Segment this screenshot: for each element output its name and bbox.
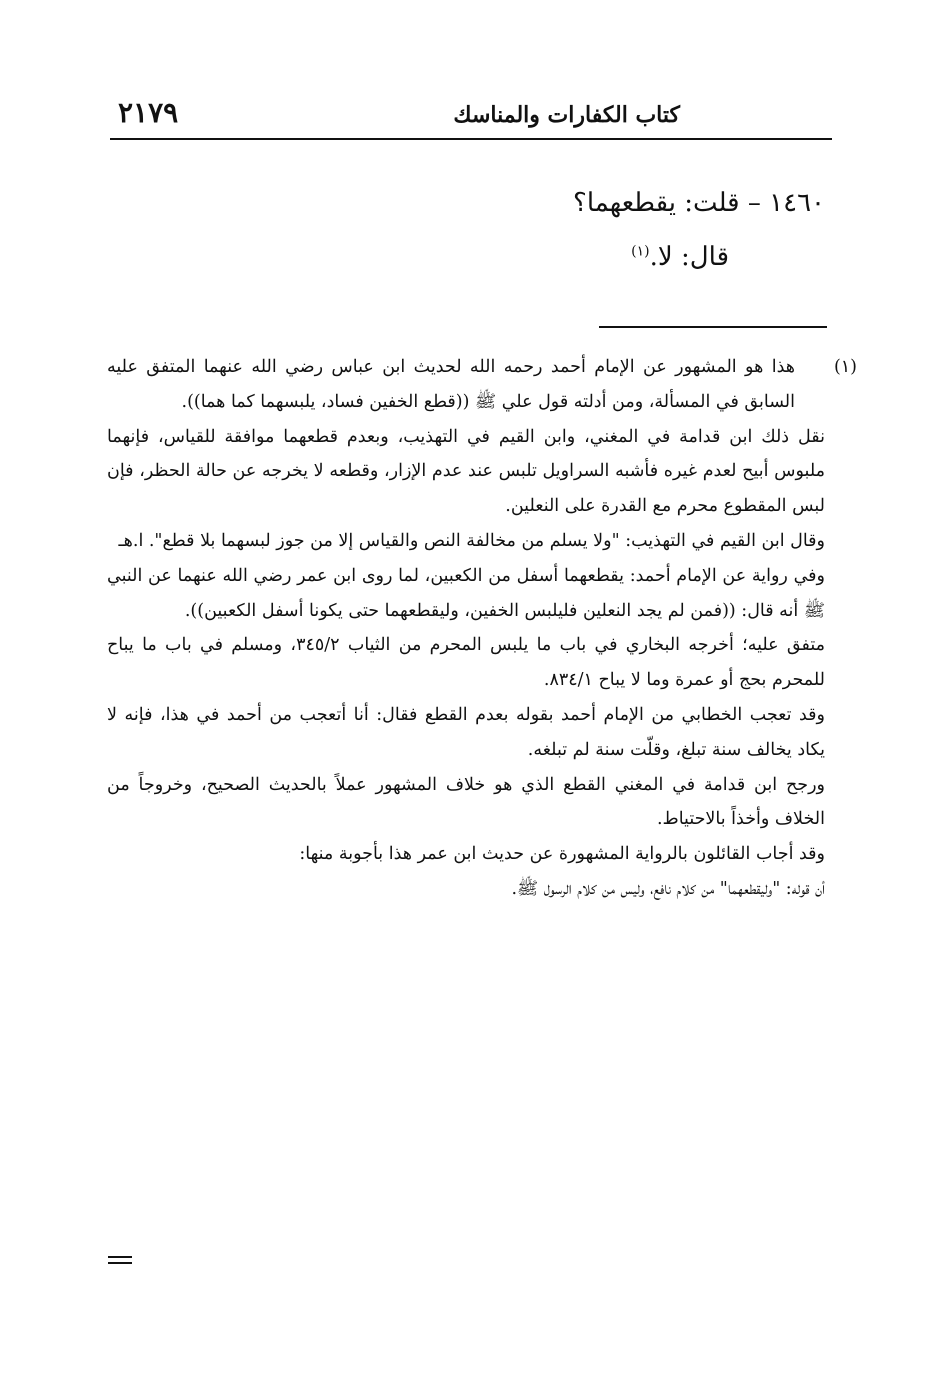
issue-answer-text: قال: لا. <box>649 242 729 272</box>
continuation-mark <box>108 1256 132 1266</box>
footnote-paragraph: هذا هو المشهور عن الإمام أحمد رحمه الله لحديث ابن عباس رضي الله عنهما المتفق عليه السابق في المسألة، ومن أدلته قول علي ﷺ ((قطع الخفين فساد، يلبسهما كما هما)). <box>107 357 795 412</box>
footnote-paragraph: أن قوله: "وليقطعهما" من كلام نافع، وليس من كلام الرسول ﷺ. <box>511 878 825 899</box>
issue-entry <box>265 180 825 280</box>
footnote-paragraph: متفق عليه؛ أخرجه البخاري في باب ما يلبس المحرم من الثياب ٣٤٥/٢، ومسلم في باب ما يباح للمحرم بحج أو عمرة وما لا يباح ٨٣٤/١. <box>107 635 825 691</box>
footnote-paragraph: وفي رواية عن الإمام أحمد: يقطعهما أسفل من الكعبين، لما روى ابن عمر رضي الله عنهما عن النبي ﷺ أنه قال: ((فمن لم يجد النعلين فليلبس الخفين، وليقطعهما حتى يكونا أسفل الكعبين)). <box>107 565 825 621</box>
header-rule <box>110 138 832 140</box>
footnote-separator <box>599 326 827 328</box>
running-header-title: كتاب الكفارات والمناسك <box>453 102 680 128</box>
footnote-paragraph: وقد تعجب الخطابي من الإمام أحمد بقوله بعدم القطع فقال: أنا أتعجب من أحمد في هذا، فإنه لا يكاد يخالف سنة تبلغ، وقلّت سنة لم تبلغه. <box>107 704 825 760</box>
footnote-1 <box>107 350 857 420</box>
issue-question: ١٤٦٠ – قلت: يقطعهما؟ <box>573 188 825 218</box>
footnote-paragraph: ورجح ابن قدامة في المغني القطع الذي هو خلاف المشهور عملاً بالحديث الصحيح، وخروجاً من الخلاف وأخذاً بالاحتياط. <box>107 774 825 830</box>
footnote-paragraph: وقد أجاب القائلون بالرواية المشهورة عن حديث ابن عمر هذا بأجوبة منها: <box>299 844 825 865</box>
issue-answer <box>265 234 729 280</box>
footnotes <box>107 350 857 907</box>
running-header <box>110 94 832 140</box>
page-number: ٢١٧٩ <box>118 96 179 129</box>
footnote-paragraph: وقال ابن القيم في التهذيب: "ولا يسلم من مخالفة النص والقياس إلا من جوز لبسهما بلا قطع". ا.هـ <box>118 530 825 551</box>
footnote-reference: (١) <box>631 243 650 260</box>
footnote-paragraph: نقل ذلك ابن قدامة في المغني، وابن القيم في التهذيب، وبعدم قطعهما موافقة للقياس، فإنهما ملبوس أبيح لعدم غيره فأشبه السراويل تلبس عند عدم الإزار، وقطعه لا يخرجه عن حالة الحظر، فإن لبس المقطوع محرم مع القدرة على النعلين. <box>107 426 825 517</box>
footnote-number: (١) <box>833 357 857 377</box>
